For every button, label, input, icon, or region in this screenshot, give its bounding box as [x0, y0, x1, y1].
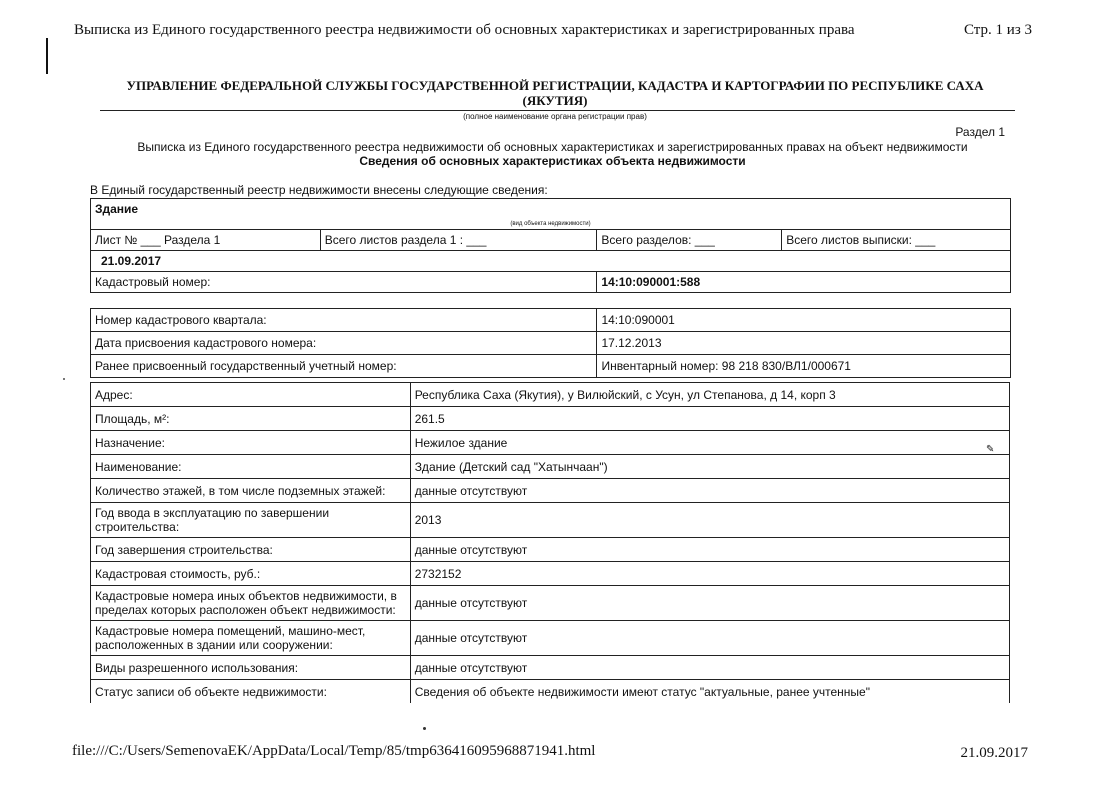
row-label: Номер кадастрового квартала: — [91, 309, 597, 332]
extract-sheets-total: Всего листов выписки: ___ — [782, 230, 1011, 251]
organization-rule — [100, 110, 1015, 111]
object-kind-caption: (вид объекта недвижимости) — [91, 219, 1011, 230]
row-value: 2013 — [410, 503, 1009, 538]
table-row — [91, 309, 1011, 332]
footer-date: 21.09.2017 — [960, 745, 1028, 761]
table-row — [91, 503, 1010, 538]
row-label: Наименование: — [91, 455, 411, 479]
row-value: данные отсутствуют — [410, 621, 1009, 656]
row-value: данные отсутствуют — [410, 538, 1009, 562]
scan-margin-mark — [46, 38, 48, 74]
row-value: 261.5 — [410, 407, 1009, 431]
row-value: Республика Саха (Якутия), у Вилюйский, с Усун, ул Степанова, д 14, корп 3 — [410, 383, 1009, 407]
row-value: 14:10:090001 — [597, 309, 1011, 332]
row-label: Кадастровая стоимость, руб.: — [91, 562, 411, 586]
cadastral-number-label: Кадастровый номер: — [91, 272, 597, 293]
row-label: Год ввода в эксплуатацию по завершении строительства: — [91, 503, 411, 538]
row-label: Количество этажей, в том числе подземных этажей: — [91, 479, 411, 503]
extract-heading — [100, 140, 1005, 168]
organization-name: УПРАВЛЕНИЕ ФЕДЕРАЛЬНОЙ СЛУЖБЫ ГОСУДАРСТВЕННОЙ РЕГИСТРАЦИИ, КАДАСТРА И КАРТОГРАФИИ ПО РЕСПУБЛИКЕ САХА (ЯКУТИЯ) — [126, 78, 984, 108]
section-sheets-total: Всего листов раздела 1 : ___ — [320, 230, 597, 251]
row-value: 17.12.2013 — [597, 332, 1011, 355]
sections-total: Всего разделов: ___ — [597, 230, 782, 251]
row-label: Площадь, м²: — [91, 407, 411, 431]
row-label: Год завершения строительства: — [91, 538, 411, 562]
table-row — [91, 586, 1010, 621]
row-value: Инвентарный номер: 98 218 830/ВЛ1/000671 — [597, 355, 1011, 378]
table-row — [91, 621, 1010, 656]
table-row — [91, 431, 1010, 455]
row-value: Здание (Детский сад "Хатынчаан") — [410, 455, 1009, 479]
footer-file-path: file:///C:/Users/SemenovaEK/AppData/Local/Temp/85/tmp636416095968871941.html — [72, 743, 596, 759]
table-row — [91, 355, 1011, 378]
table-row — [91, 332, 1011, 355]
registration-table — [90, 308, 1011, 378]
row-value: Сведения об объекте недвижимости имеют статус "актуальные, ранее учтенные" — [410, 680, 1009, 704]
table-row — [91, 479, 1010, 503]
section-label: Раздел 1 — [955, 125, 1005, 139]
cadastral-number-value: 14:10:090001:588 — [597, 272, 1011, 293]
pen-mark-icon: ✎ — [986, 444, 995, 455]
table-row — [91, 680, 1010, 704]
table-row — [91, 538, 1010, 562]
row-value: 2732152 — [410, 562, 1009, 586]
table-row — [91, 455, 1010, 479]
organization-caption: (полное наименование органа регистрации прав) — [463, 112, 647, 121]
table-row — [91, 383, 1010, 407]
row-label: Назначение: — [91, 431, 411, 455]
table-row — [91, 562, 1010, 586]
extract-title: Выписка из Единого государственного реестра недвижимости об основных характеристиках и зарегистрированных правах на объект недвижимости — [137, 140, 968, 154]
row-label: Виды разрешенного использования: — [91, 656, 411, 680]
sheet-number: Лист № ___ Раздела 1 — [91, 230, 321, 251]
row-value: данные отсутствуют — [410, 656, 1009, 680]
table-row — [91, 656, 1010, 680]
row-label: Ранее присвоенный государственный учетный номер: — [91, 355, 597, 378]
intro-text: В Единый государственный реестр недвижимости внесены следующие сведения: — [90, 183, 548, 197]
row-label: Кадастровые номера помещений, машино-мест, расположенных в здании или сооружении: — [91, 621, 411, 656]
table-row — [91, 407, 1010, 431]
row-value: данные отсутствуют — [410, 586, 1009, 621]
extract-date: 21.09.2017 — [91, 251, 1011, 272]
row-label: Дата присвоения кадастрового номера: — [91, 332, 597, 355]
object-kind: Здание — [91, 199, 1011, 220]
characteristics-table — [90, 382, 1010, 703]
scan-speck — [63, 378, 65, 380]
object-header-table — [90, 198, 1011, 293]
row-label: Статус записи об объекте недвижимости: — [91, 680, 411, 704]
scan-speck — [423, 727, 426, 730]
row-value: данные отсутствуют — [410, 479, 1009, 503]
page-number: Стр. 1 из 3 — [964, 22, 1032, 38]
row-value: Нежилое здание — [410, 431, 1009, 455]
document-header-title: Выписка из Единого государственного реестра недвижимости об основных характеристиках и зарегистрированных права — [74, 22, 855, 38]
row-label: Адрес: — [91, 383, 411, 407]
row-label: Кадастровые номера иных объектов недвижимости, в пределах которых расположен объект недвижимости: — [91, 586, 411, 621]
extract-subtitle: Сведения об основных характеристиках объекта недвижимости — [359, 154, 746, 168]
